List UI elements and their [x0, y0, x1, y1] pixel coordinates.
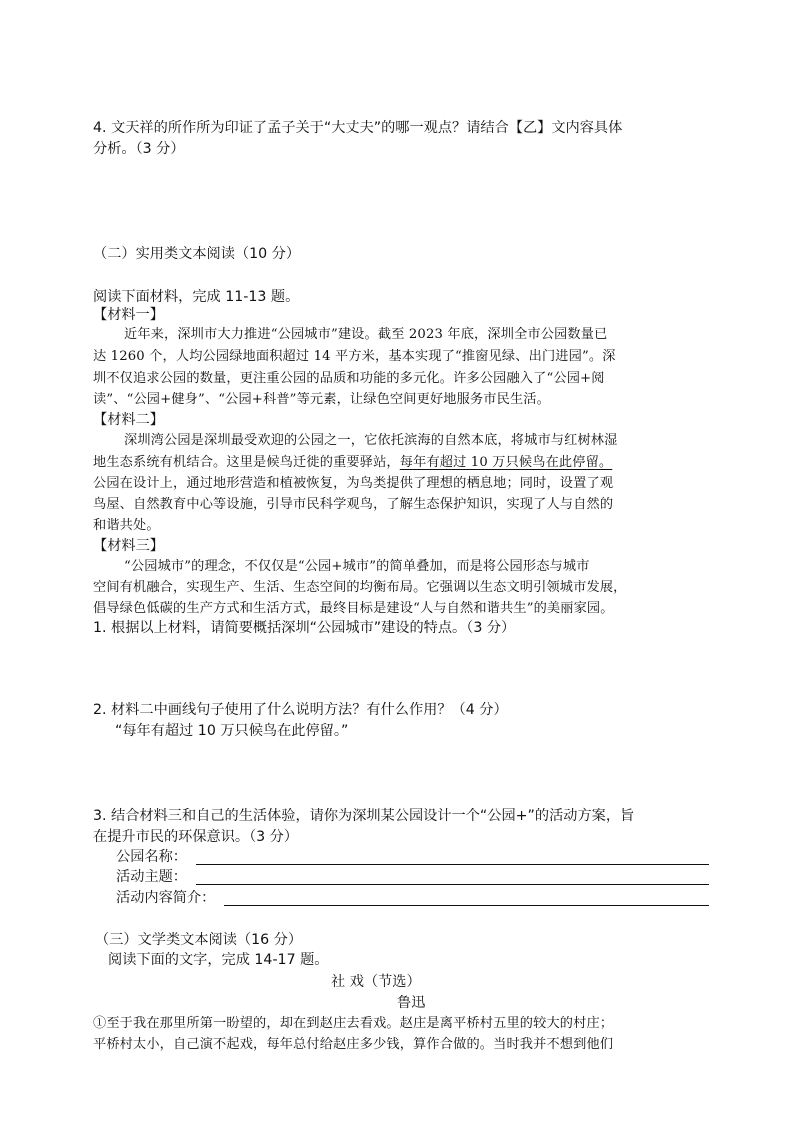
material2-line: 鸟屋、自然教育中心等设施，引导市民科学观鸟，了解生态保护知识，实现了人与自然的: [93, 497, 614, 512]
section2-heading: （二）实用类文本阅读（10 分）: [93, 246, 301, 262]
question-2: 2. 材料二中画线句子使用了什么说明方法？有什么作用？（4 分）: [93, 702, 508, 718]
material2-line: 公园在设计上，通过地形营造和植被恢复，为鸟类提供了理想的栖息地；同时，设置了观: [93, 476, 614, 491]
material3-line: 空间有机融合，实现生产、生活、生态空间的均衡布局。它强调以生态文明引领城市发展，: [93, 580, 627, 595]
material1-line: 近年来，深圳市大力推进“公园城市”建设。截至 2023 年底，深圳全市公园数量已: [124, 327, 608, 342]
material1-line: 达 1260 个，人均公园绿地面积超过 14 平方米，基本实现了“推窗见绿、出门进园”。深: [93, 349, 616, 364]
section3-heading: （三）文学类文本阅读（16 分）: [95, 932, 303, 948]
q4-line1: 4. 文天祥的所作所为印证了孟子关于“大丈夫”的哪一观点？请结合【乙】文内容具体: [93, 120, 623, 136]
material1-line: 圳不仅追求公园的数量，更注重公园的品质和功能的多元化。许多公园融入了“公园+阅: [93, 371, 605, 386]
section2-instruction: 阅读下面材料，完成 11-13 题。: [93, 289, 300, 305]
content-answer-line[interactable]: [224, 905, 709, 906]
section3-instruction: 阅读下面的文字，完成 14-17 题。: [108, 952, 329, 968]
material2-line: [93, 453, 612, 473]
underlined-sentence: 每年有超过 10 万只候鸟在此停留。: [399, 455, 613, 470]
material3-label: 【材料三】: [93, 538, 164, 554]
story-paragraph-line: 平桥村太小，自己演不起戏，每年总付给赵庄多少钱，算作合做的。当时我并不想到他们: [93, 1037, 614, 1052]
material3-line: 倡导绿色低碳的生产方式和生活方式，最终目标是建设“人与自然和谐共生”的美丽家园。: [93, 601, 614, 616]
question-2-quote: “每年有超过 10 万只候鸟在此停留。”: [115, 723, 349, 739]
q4-line2: 分析。（3 分）: [93, 141, 185, 157]
story-paragraph-line: ①至于我在那里所第一盼望的，却在到赵庄去看戏。赵庄是离平桥村五里的较大的村庄；: [93, 1016, 614, 1031]
material2-line2-text: 地生态系统有机结合。这里是候鸟迁徙的重要驿站，: [93, 455, 400, 470]
material3-line: “公园城市”的理念，不仅仅是“公园+城市”的简单叠加，而是将公园形态与城市: [124, 559, 590, 574]
form-theme-label: 活动主题：: [116, 869, 187, 885]
story-author: 鲁迅: [397, 995, 426, 1011]
theme-answer-line[interactable]: [196, 884, 709, 885]
form-content-label: 活动内容简介：: [116, 890, 216, 906]
material1-line: 读”、“公园+健身”、“公园+科普”等元素，让绿色空间更好地服务市民生活。: [93, 392, 550, 407]
form-park-name-label: 公园名称：: [116, 849, 187, 865]
material2-line: 和谐共处。: [93, 518, 160, 533]
question-3-line1: 3. 结合材料三和自己的生活体验，请你为深圳某公园设计一个“公园+”的活动方案，旨: [93, 808, 635, 824]
story-title: 社 戏（节选）: [331, 974, 421, 990]
material2-line: 深圳湾公园是深圳最受欢迎的公园之一，它依托滨海的自然本底，将城市与红树林湿: [124, 433, 618, 448]
question-1: 1. 根据以上材料，请简要概括深圳“公园城市”建设的特点。（3 分）: [93, 620, 516, 636]
park-name-answer-line[interactable]: [196, 864, 709, 865]
material2-label: 【材料二】: [93, 412, 164, 428]
material1-label: 【材料一】: [93, 307, 164, 323]
question-3-line2: 在提升市民的环保意识。（3 分）: [93, 829, 299, 845]
